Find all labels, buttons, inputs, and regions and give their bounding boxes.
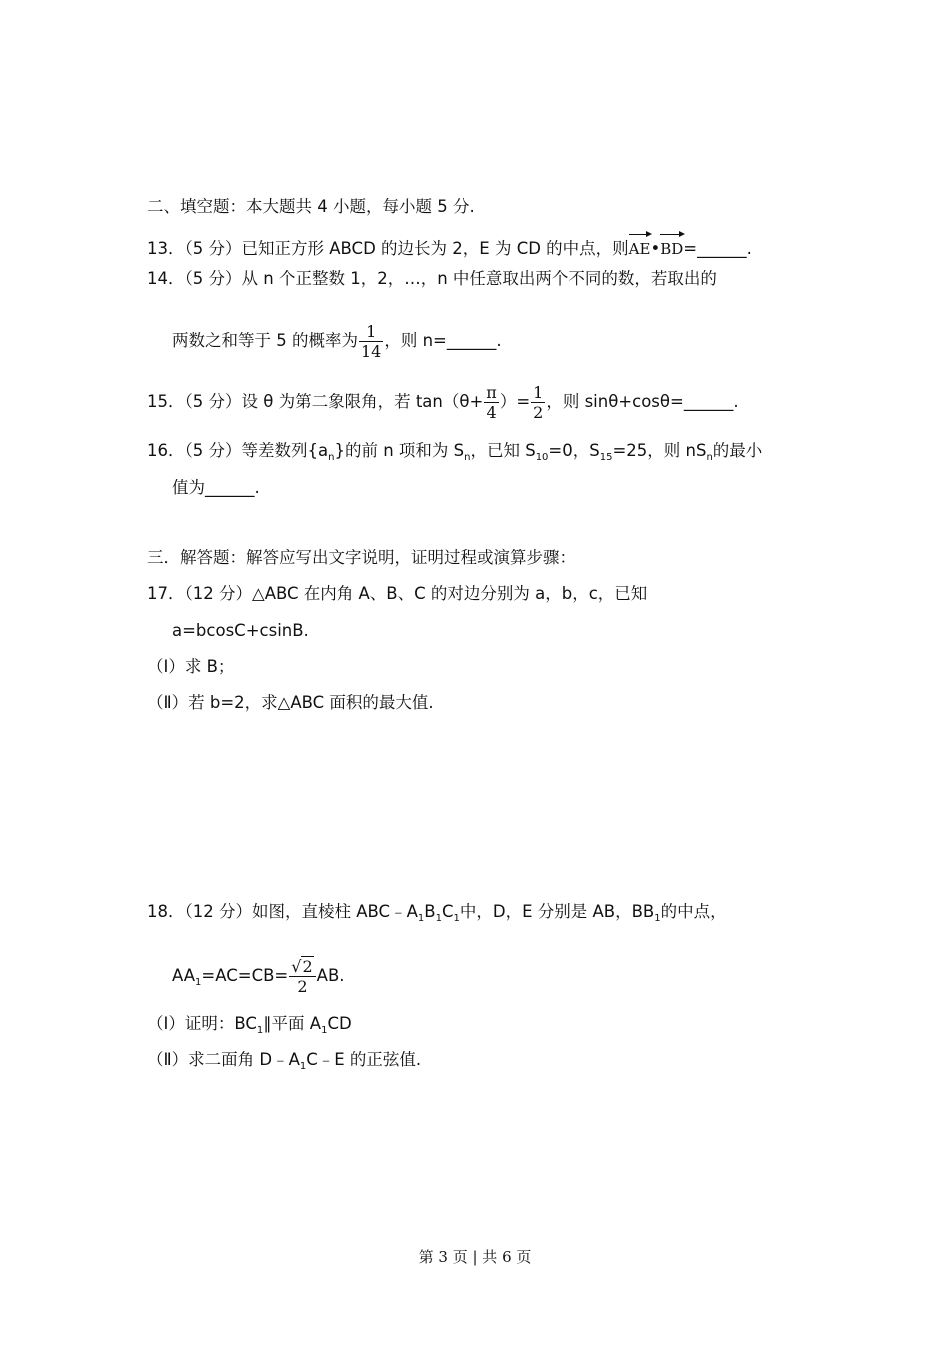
q18-text: （Ⅰ）证明：BC [147, 1014, 257, 1033]
q18-text: 如图，直棱柱 ABC﹣A [252, 902, 418, 921]
subscript: 1 [654, 913, 661, 924]
subscript: 10 [535, 452, 549, 463]
subscript: n [328, 452, 335, 463]
q18-text: AB. [316, 966, 345, 985]
question-18-part2 [147, 1049, 421, 1074]
q15-text-mid: ）= [499, 392, 531, 411]
q18-score: （12 分） [184, 902, 252, 921]
q13-score: （5 分） [184, 239, 242, 258]
q13-answer-blank: =______. [683, 239, 752, 258]
question-15 [147, 383, 739, 422]
vector-bd: BD [660, 232, 683, 260]
q13-number: 13． [147, 239, 185, 258]
section3-heading: 三．解答题：解答应写出文字说明，证明过程或演算步骤： [147, 548, 576, 567]
q18-text: C﹣E 的正弦值. [306, 1050, 422, 1069]
subscript: n [464, 452, 471, 463]
q18-text: 中，D，E 分别是 AB，BB [459, 902, 655, 921]
q15-number: 15． [147, 392, 185, 411]
q18-text: =AC=CB= [201, 966, 289, 985]
sqrt-icon: √2 [291, 957, 313, 976]
subscript: 1 [321, 1025, 328, 1036]
question-18-part1 [147, 1013, 352, 1038]
q16-text: ，已知 S [470, 441, 536, 460]
q18-text: 的中点， [660, 902, 727, 921]
vector-arrow-icon [629, 234, 651, 235]
q14-number: 14． [147, 269, 185, 288]
q15-score: （5 分） [184, 392, 242, 411]
q18-text: AA [172, 966, 196, 985]
question-14-line2 [172, 322, 502, 361]
question-17-line2: a=bcosC+csinB. [172, 621, 309, 640]
q15-text: 设 θ 为第二象限角，若 tan（θ+ [241, 392, 484, 411]
vector-ae: AE [629, 232, 651, 260]
q17-text: △ABC 在内角 A、B、C 的对边分别为 a，b，c，已知 [252, 584, 648, 603]
fraction-pi-4: $\frac{\pi}{4}$ [486, 383, 497, 422]
subscript: 1 [195, 977, 202, 988]
q14-text2: 两数之和等于 5 的概率为 [172, 331, 358, 350]
q17-number: 17． [147, 584, 185, 603]
q18-text: （Ⅱ）求二面角 D﹣A [147, 1050, 300, 1069]
q17-score: （12 分） [184, 584, 252, 603]
dot-operator: • [650, 239, 661, 258]
q18-text: B [424, 902, 436, 921]
q13-text: 已知正方形 ABCD 的边长为 2，E 为 CD 的中点，则 [241, 239, 629, 258]
q14-text: 从 n 个正整数 1，2，…，n 中任意取出两个不同的数，若取出的 [241, 269, 717, 288]
question-13 [147, 232, 752, 260]
q14-answer-blank: ，则 n=______. [384, 331, 502, 350]
q16-score: （5 分） [184, 441, 242, 460]
q18-text: ∥平面 A [263, 1014, 322, 1033]
question-16-line2: 值为______. [172, 478, 260, 497]
q16-text: }的前 n 项和为 S [334, 441, 465, 460]
q14-score: （5 分） [184, 269, 242, 288]
subscript: 1 [435, 913, 442, 924]
subscript: 1 [256, 1025, 264, 1036]
q18-text: CD [327, 1014, 352, 1033]
q18-number: 18． [147, 902, 185, 921]
q16-text: =0，S [548, 441, 600, 460]
q16-text: 等差数列{a [241, 441, 329, 460]
question-17-line1 [147, 583, 647, 605]
subscript: 1 [453, 913, 460, 924]
q16-text: 的最小 [712, 441, 763, 460]
section2-heading: 二、填空题：本大题共 4 小题，每小题 5 分. [147, 197, 475, 216]
fraction-1-2: $\frac{1}{2}$ [533, 383, 544, 422]
fraction-sqrt2-2: $\frac{√2}{2}$ [289, 957, 315, 996]
vector-arrow-icon [660, 234, 683, 235]
fraction-1-14: $\frac{1}{14}$ [361, 322, 382, 361]
subscript: 1 [299, 1061, 307, 1072]
question-17-part2: （Ⅱ）若 b=2，求△ABC 面积的最大值. [147, 693, 434, 712]
subscript: 1 [417, 913, 425, 924]
page-footer: 第 3 页 | 共 6 页 [418, 1248, 532, 1266]
question-14-line1 [147, 268, 717, 290]
question-17-part1: （Ⅰ）求 B； [147, 657, 235, 676]
q16-text: =25，则 nS [612, 441, 707, 460]
q16-number: 16． [147, 441, 185, 460]
question-16-line1 [147, 440, 762, 465]
question-18-line2 [172, 957, 345, 996]
q15-answer-blank: ，则 sinθ+cosθ=______. [546, 392, 739, 411]
q18-text: C [441, 902, 454, 921]
subscript: n [706, 452, 713, 463]
question-18-line1 [147, 901, 727, 926]
subscript: 15 [599, 452, 613, 463]
